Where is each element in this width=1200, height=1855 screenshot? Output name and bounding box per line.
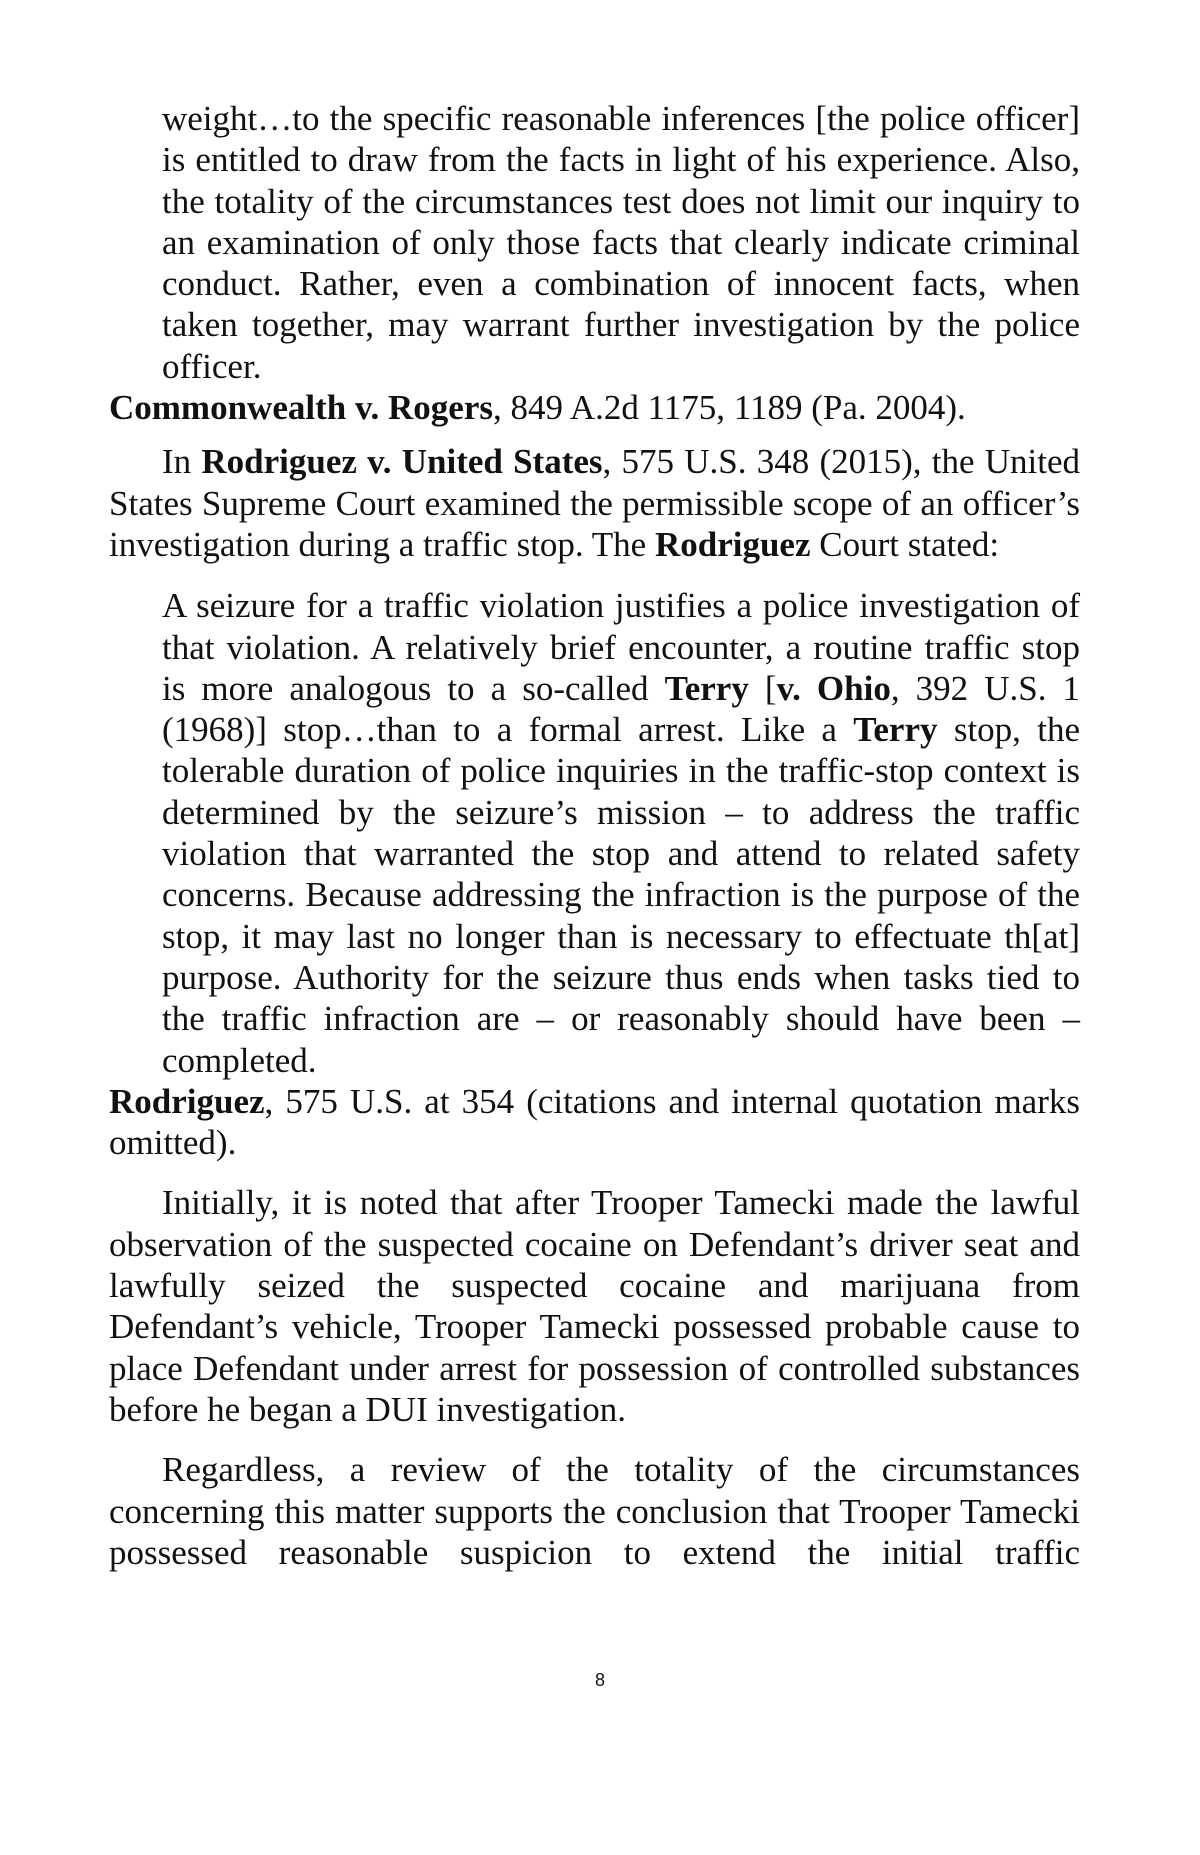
citation-rogers: [109, 387, 1080, 428]
citation-rodriguez-rest: , 575 U.S. at 354 (citations and internal quotation marks omitted).: [109, 1081, 1080, 1163]
para2-text: Initially, it is noted that after Trooper Tamecki made the lawful observation of the suspected cocaine on Defendant’s driver seat and lawfully seized the suspected cocaine and marijuana from Defendant’s vehicle, Trooper Tamecki possessed probable cause to place Defendant under arrest for possession of controlled substances before he began a DUI investigation.: [109, 1183, 1080, 1429]
quote2-part-a: A seizure for a traffic violation justifies a police investigation of that violation. A relatively brief encounter, a routine traffic stop is more analogous to a so-called: [162, 586, 1080, 708]
citation-rodriguez: [109, 1081, 1080, 1164]
citation-rodriguez-case: Rodriguez: [109, 1081, 265, 1121]
para1-mid: , 575 U.S. 348 (2015), the United States Supreme Court examined the permissible scope of an officer’s investigation during a traffic stop. The: [109, 442, 1081, 564]
page-number: 8: [594, 1670, 605, 1690]
paragraph-reasonable-suspicion: [109, 1449, 1080, 1573]
block-quote-rodriguez: [109, 585, 1080, 1081]
para1-case-name: Rodriguez v. United States: [201, 442, 603, 482]
quote2-part-d: stop, the tolerable duration of police inquiries in the traffic-stop context is determined by the seizure’s mission – to address the traffic violation that warranted the stop and attend to related safety concerns. Because addressing the infraction is the purpose of the stop, it may last no longer than is necessary to effectuate th[at] purpose. Authority for the seizure thus ends when tasks tied to the traffic infraction are – or reasonably should have been – completed.: [162, 710, 1080, 1080]
citation-rogers-rest: , 849 A.2d 1175, 1189 (Pa. 2004).: [493, 388, 966, 428]
para1-pre: In: [162, 442, 202, 482]
quote2-part-b: [: [748, 668, 777, 708]
quote2-terry-2: Terry: [853, 710, 938, 750]
citation-rogers-case: Commonwealth v. Rogers: [109, 388, 493, 428]
quote2-part-c: , 392 U.S. 1 (1968)] stop…than to a formal arrest. Like a: [162, 668, 1081, 750]
quote2-v-ohio: v. Ohio: [776, 668, 891, 708]
para1-case-short: Rodriguez: [654, 524, 811, 564]
paragraph-rodriguez-intro: [109, 441, 1080, 565]
document-page: [109, 98, 1080, 1573]
para1-post: Court stated:: [810, 524, 1000, 564]
quote-rogers-text: weight…to the specific reasonable inferences [the police officer] is entitled to draw from the facts in light of his experience. Also, the totality of the circumstances test does not limit our inquiry to an examination of only those facts that clearly indicate criminal conduct. Rather, even a combination of innocent facts, when taken together, may warrant further investigation by the police officer.: [162, 99, 1080, 386]
quote2-terry-1: Terry: [664, 668, 749, 708]
block-quote-rogers: [109, 98, 1080, 387]
para3-text: Regardless, a review of the totality of the circumstances concerning this matter supports the conclusion that Trooper Tamecki possessed reasonable suspicion to extend the initial traffic: [109, 1450, 1080, 1572]
paragraph-probable-cause: [109, 1182, 1080, 1430]
